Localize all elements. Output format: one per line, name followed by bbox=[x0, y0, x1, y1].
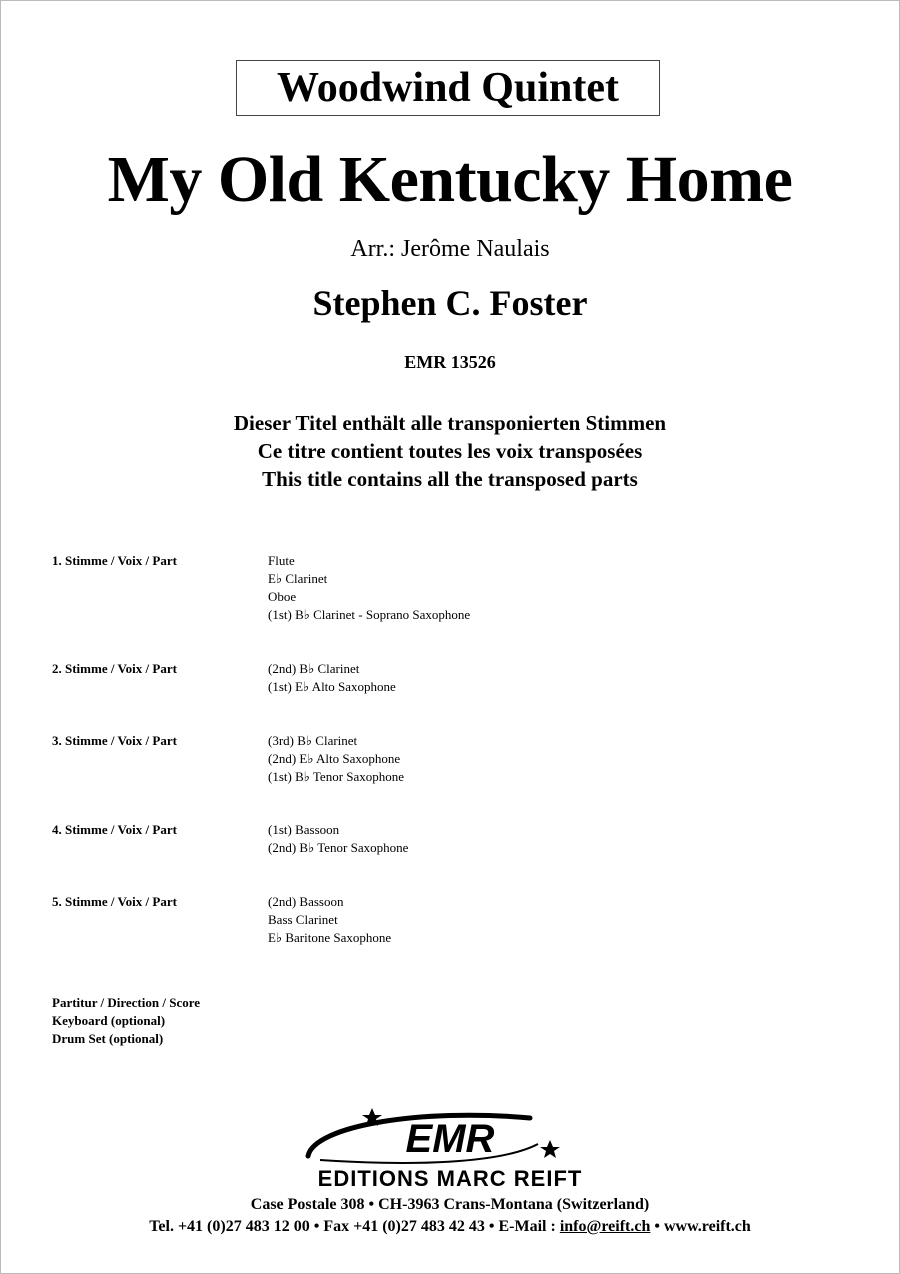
extra-keyboard: Keyboard (optional) bbox=[52, 1013, 166, 1028]
instrument: (3rd) B♭ Clarinet bbox=[268, 733, 358, 748]
part-3-instruments bbox=[268, 732, 404, 786]
instrument: E♭ Clarinet bbox=[268, 571, 328, 586]
telephone: Tel. +41 (0)27 483 12 00 bbox=[149, 1218, 310, 1235]
ensemble-label: Woodwind Quintet bbox=[236, 60, 660, 116]
instrument: (1st) E♭ Alto Saxophone bbox=[268, 679, 396, 694]
part-1-instruments bbox=[268, 552, 470, 624]
publisher-address: Case Postale 308 • CH-3963 Crans-Montana (Switzerland) bbox=[250, 1196, 650, 1213]
email-link[interactable]: info@reift.ch bbox=[559, 1218, 651, 1235]
page-title: My Old Kentucky Home bbox=[107, 143, 793, 216]
separator: • bbox=[313, 1218, 320, 1235]
part-3-label: 3. Stimme / Voix / Part bbox=[52, 733, 177, 748]
arranger-credit: Arr.: Jerôme Naulais bbox=[350, 236, 550, 262]
composer-name: Stephen C. Foster bbox=[312, 283, 588, 323]
instrument: (1st) B♭ Tenor Saxophone bbox=[268, 769, 405, 784]
instrument: Flute bbox=[268, 553, 295, 568]
fax: Fax +41 (0)27 483 42 43 bbox=[323, 1218, 485, 1235]
instrument: Bass Clarinet bbox=[268, 912, 338, 927]
note-french: Ce titre contient toutes les voix transposées bbox=[257, 439, 643, 463]
catalog-number: EMR 13526 bbox=[404, 352, 496, 372]
note-english: This title contains all the transposed parts bbox=[262, 467, 638, 491]
logo-swoosh-icon bbox=[300, 1104, 600, 1168]
instrument: (1st) Bassoon bbox=[268, 822, 340, 837]
part-5-instruments bbox=[268, 893, 391, 947]
website-link[interactable]: www.reift.ch bbox=[664, 1218, 751, 1235]
part-2-instruments bbox=[268, 660, 396, 696]
part-2-label: 2. Stimme / Voix / Part bbox=[52, 661, 177, 676]
instrument: (2nd) B♭ Clarinet bbox=[268, 661, 360, 676]
part-1-label: 1. Stimme / Voix / Part bbox=[52, 553, 177, 568]
instrument: (1st) B♭ Clarinet - Soprano Saxophone bbox=[268, 607, 471, 622]
publisher-contact bbox=[0, 1218, 900, 1236]
instrument: (2nd) E♭ Alto Saxophone bbox=[268, 751, 401, 766]
extra-score: Partitur / Direction / Score bbox=[52, 995, 201, 1010]
instrument: (2nd) Bassoon bbox=[268, 894, 344, 909]
part-4-instruments bbox=[268, 821, 408, 857]
note-german: Dieser Titel enthält alle transponierten Stimmen bbox=[233, 411, 667, 435]
email-label: E-Mail : bbox=[498, 1218, 556, 1235]
separator: • bbox=[654, 1218, 660, 1235]
part-4-label: 4. Stimme / Voix / Part bbox=[52, 822, 177, 837]
logo-text: EMR bbox=[405, 1117, 495, 1161]
instrument: E♭ Baritone Saxophone bbox=[268, 930, 392, 945]
instrument: Oboe bbox=[268, 589, 297, 604]
star-icon bbox=[540, 1140, 560, 1158]
publisher-logo bbox=[300, 1104, 600, 1168]
instrument: (2nd) B♭ Tenor Saxophone bbox=[268, 840, 409, 855]
extra-drums: Drum Set (optional) bbox=[52, 1031, 164, 1046]
publisher-name: EDITIONS MARC REIFT bbox=[317, 1166, 583, 1191]
separator: • bbox=[488, 1218, 495, 1235]
part-5-label: 5. Stimme / Voix / Part bbox=[52, 894, 177, 909]
